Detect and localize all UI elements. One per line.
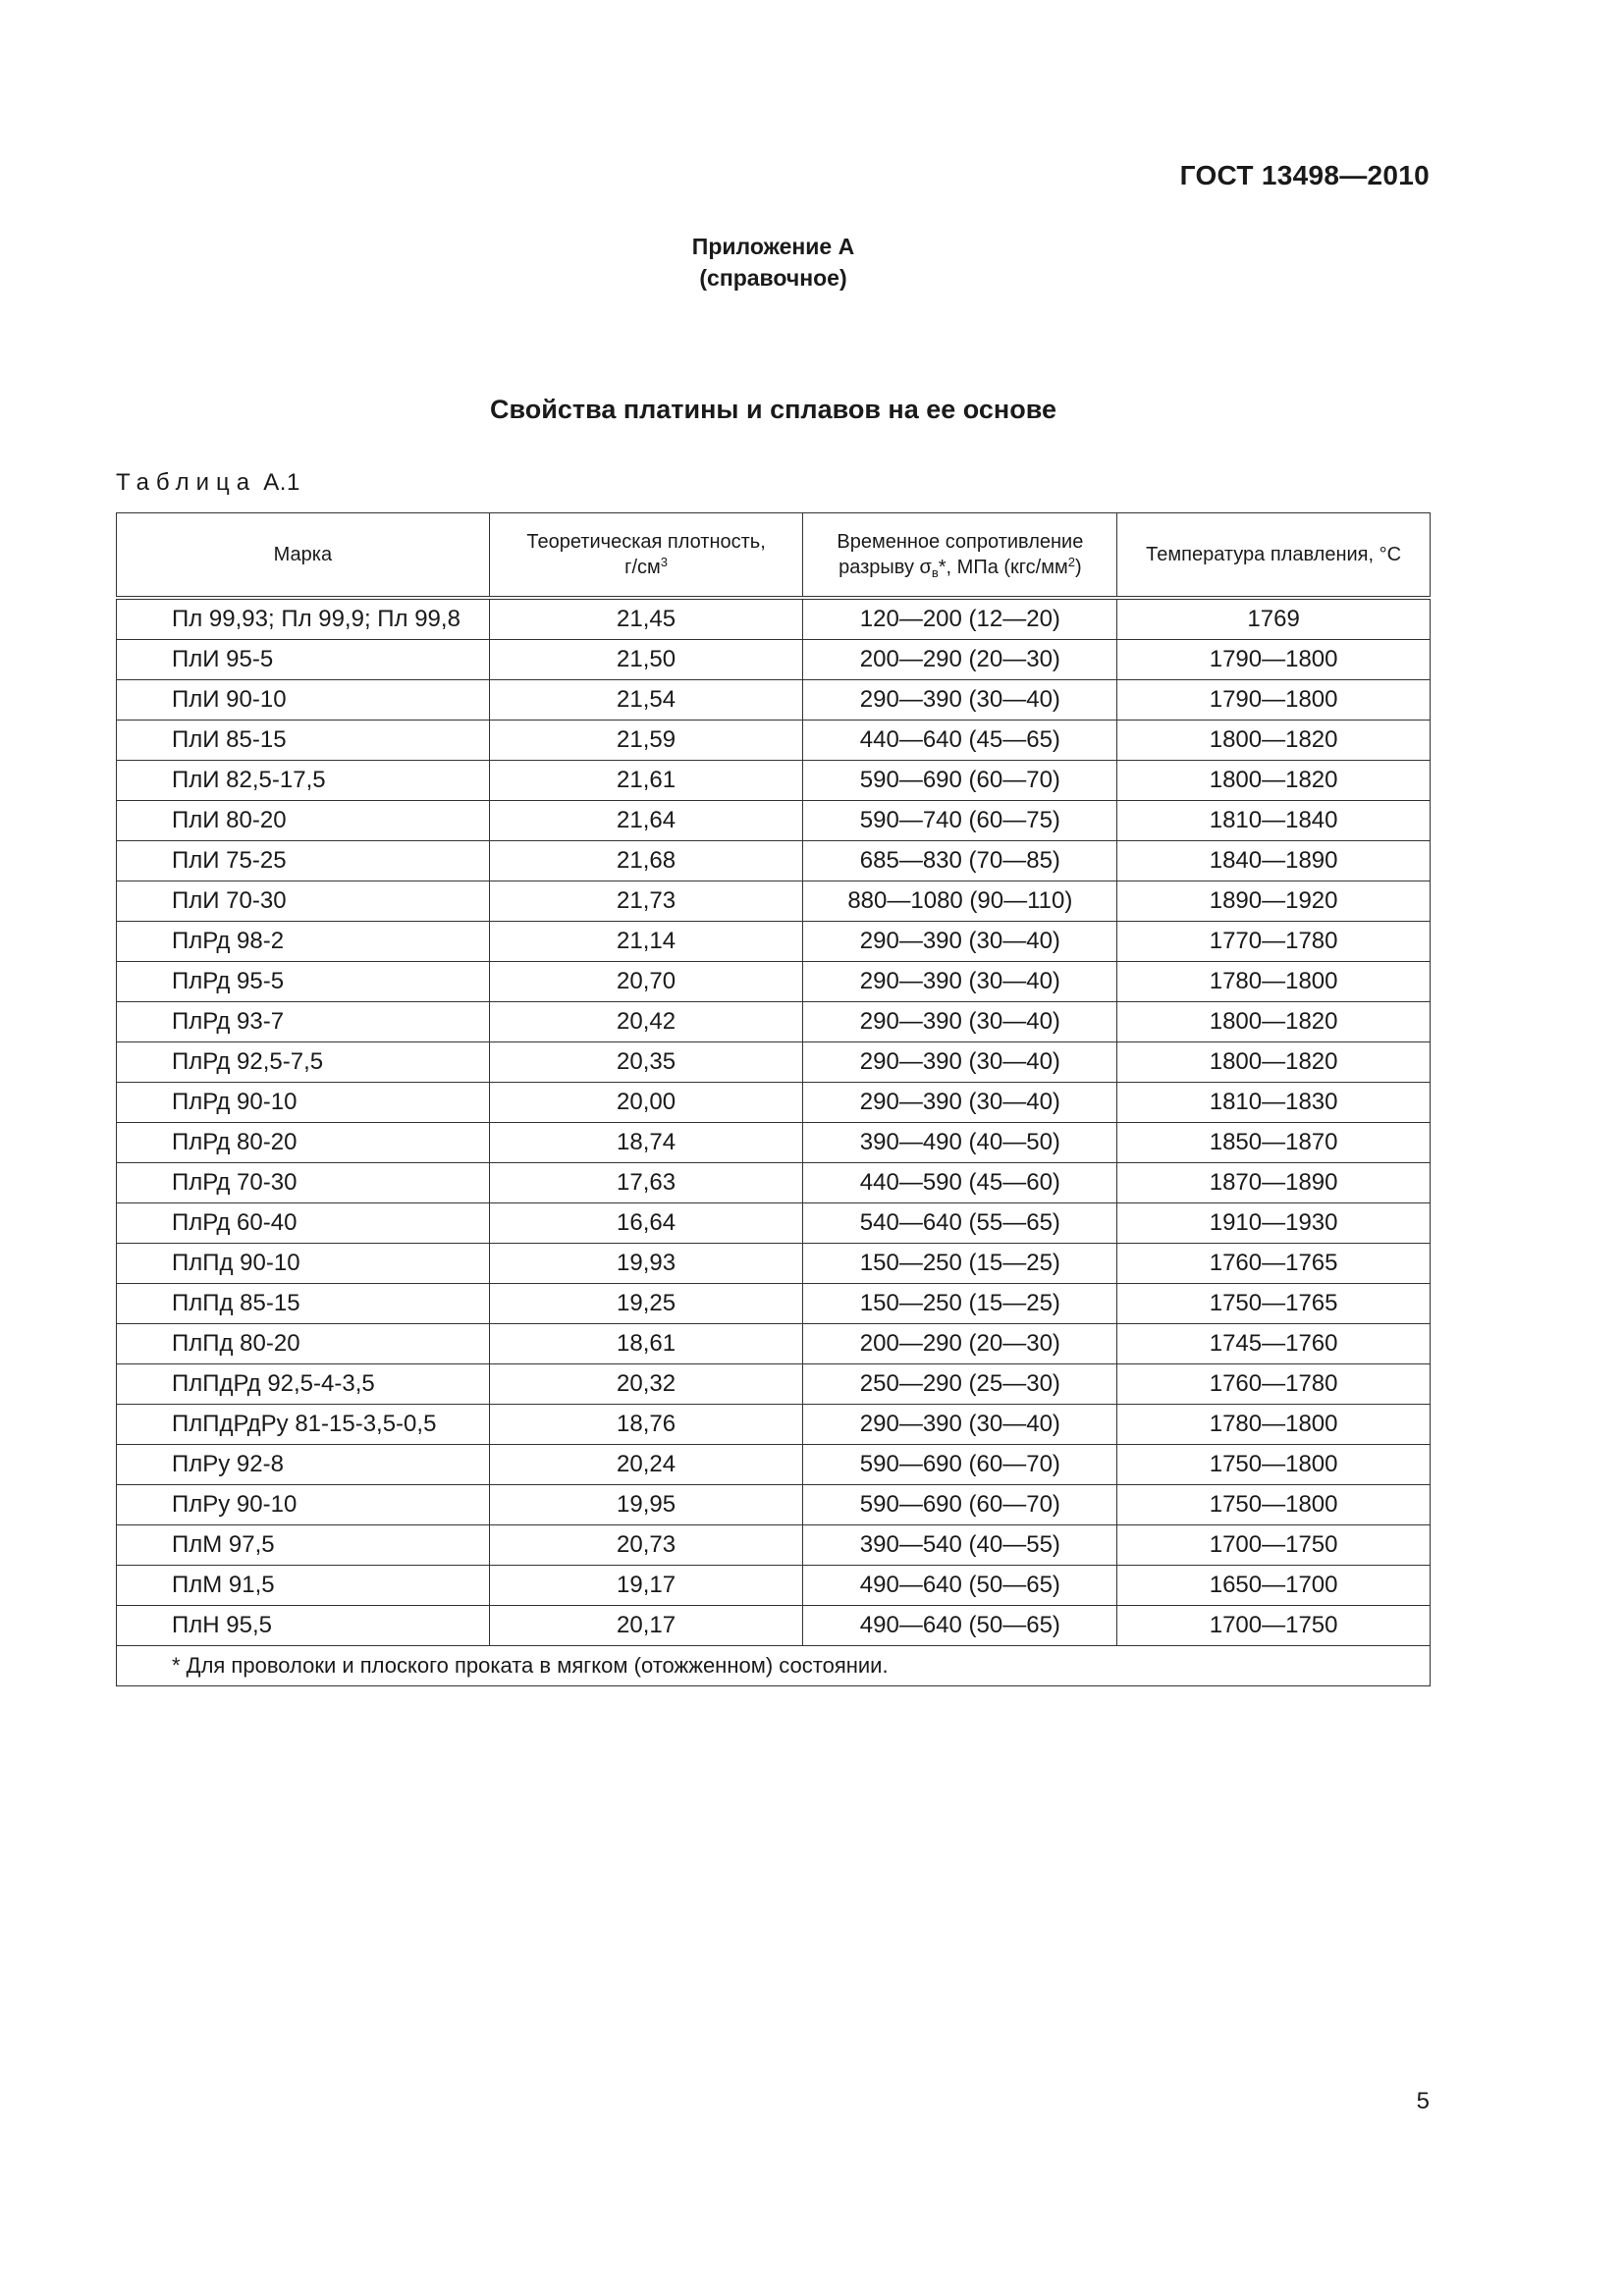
strength-cell: 290—390 (30—40) (803, 1405, 1117, 1445)
strength-cell: 590—690 (60—70) (803, 1485, 1117, 1525)
strength-cell: 390—540 (40—55) (803, 1525, 1117, 1566)
mark-cell: ПлРд 80-20 (117, 1123, 490, 1163)
strength-cell: 540—640 (55—65) (803, 1203, 1117, 1244)
strength-cell: 490—640 (50—65) (803, 1606, 1117, 1646)
mark-cell: ПлРд 95-5 (117, 962, 490, 1002)
table-row (117, 1445, 1431, 1485)
density-cell: 21,61 (489, 761, 803, 801)
melting-cell: 1770—1780 (1117, 922, 1431, 962)
mark-cell: ПлИ 80-20 (117, 801, 490, 841)
table-row (117, 881, 1431, 922)
table-row (117, 1002, 1431, 1042)
mark-cell: ПлРу 90-10 (117, 1485, 490, 1525)
table-row (117, 1324, 1431, 1364)
table-row (117, 922, 1431, 962)
header-strength-sub: в (931, 564, 939, 580)
table-row (117, 1364, 1431, 1405)
density-cell: 19,93 (489, 1244, 803, 1284)
melting-cell: 1800—1820 (1117, 721, 1431, 761)
melting-cell: 1780—1800 (1117, 1405, 1431, 1445)
header-strength-pre: разрыву σ (839, 557, 932, 578)
melting-cell: 1745—1760 (1117, 1324, 1431, 1364)
density-cell: 20,35 (489, 1042, 803, 1083)
density-cell: 20,24 (489, 1445, 803, 1485)
mark-cell: ПлИ 70-30 (117, 881, 490, 922)
table-caption-word: Таблица (116, 469, 257, 496)
melting-cell: 1760—1780 (1117, 1364, 1431, 1405)
strength-cell: 290—390 (30—40) (803, 1042, 1117, 1083)
table-row (117, 1244, 1431, 1284)
header-density-sup: 3 (660, 554, 668, 569)
melting-cell: 1769 (1117, 598, 1431, 640)
melting-cell: 1700—1750 (1117, 1525, 1431, 1566)
density-cell: 18,74 (489, 1123, 803, 1163)
strength-cell: 490—640 (50—65) (803, 1566, 1117, 1606)
density-cell: 21,45 (489, 598, 803, 640)
mark-cell: ПлН 95,5 (117, 1606, 490, 1646)
melting-cell: 1760—1765 (1117, 1244, 1431, 1284)
footnote-row (117, 1646, 1431, 1686)
table-row (117, 1284, 1431, 1324)
standard-number: ГОСТ 13498—2010 (1179, 160, 1430, 190)
appendix-label: Приложение А (691, 234, 855, 259)
melting-cell: 1870—1890 (1117, 1163, 1431, 1203)
header-density-line1: Теоретическая плотность, (526, 531, 766, 553)
density-cell: 21,59 (489, 721, 803, 761)
table-row (117, 680, 1431, 721)
strength-cell: 290—390 (30—40) (803, 1083, 1117, 1123)
strength-cell: 290—390 (30—40) (803, 1002, 1117, 1042)
mark-cell: ПлИ 90-10 (117, 680, 490, 721)
table-row (117, 761, 1431, 801)
melting-cell: 1800—1820 (1117, 1002, 1431, 1042)
melting-cell: 1910—1930 (1117, 1203, 1431, 1244)
table-row (117, 1123, 1431, 1163)
density-cell: 17,63 (489, 1163, 803, 1203)
mark-cell: ПлМ 91,5 (117, 1566, 490, 1606)
header-strength-sup: 2 (1067, 554, 1075, 569)
table-row (117, 1083, 1431, 1123)
table-row (117, 1405, 1431, 1445)
density-cell: 21,14 (489, 922, 803, 962)
strength-cell: 390—490 (40—50) (803, 1123, 1117, 1163)
mark-cell: ПлПдРдРу 81-15-3,5-0,5 (117, 1405, 490, 1445)
density-cell: 21,68 (489, 841, 803, 881)
strength-cell: 120—200 (12—20) (803, 598, 1117, 640)
table-row (117, 721, 1431, 761)
mark-cell: ПлРд 70-30 (117, 1163, 490, 1203)
table-row (117, 962, 1431, 1002)
density-cell: 20,42 (489, 1002, 803, 1042)
appendix-heading (0, 231, 1546, 294)
document-title: Свойства платины и сплавов на ее основе (490, 395, 1056, 424)
density-cell: 20,73 (489, 1525, 803, 1566)
strength-cell: 590—740 (60—75) (803, 801, 1117, 841)
strength-cell: 150—250 (15—25) (803, 1284, 1117, 1324)
table-row (117, 1042, 1431, 1083)
density-cell: 16,64 (489, 1203, 803, 1244)
appendix-type: (справочное) (699, 265, 847, 291)
strength-cell: 590—690 (60—70) (803, 1445, 1117, 1485)
melting-cell: 1810—1840 (1117, 801, 1431, 841)
table-row (117, 801, 1431, 841)
melting-cell: 1750—1800 (1117, 1445, 1431, 1485)
density-cell: 21,50 (489, 640, 803, 680)
density-cell: 21,73 (489, 881, 803, 922)
melting-cell: 1700—1750 (1117, 1606, 1431, 1646)
table-row (117, 640, 1431, 680)
header-strength-post: ) (1074, 557, 1082, 578)
density-cell: 21,54 (489, 680, 803, 721)
mark-cell: ПлРд 90-10 (117, 1083, 490, 1123)
density-cell: 19,25 (489, 1284, 803, 1324)
mark-cell: ПлРд 60-40 (117, 1203, 490, 1244)
density-cell: 18,61 (489, 1324, 803, 1364)
strength-cell: 290—390 (30—40) (803, 922, 1117, 962)
density-cell: 20,00 (489, 1083, 803, 1123)
melting-cell: 1890—1920 (1117, 881, 1431, 922)
melting-cell: 1650—1700 (1117, 1566, 1431, 1606)
melting-cell: 1840—1890 (1117, 841, 1431, 881)
strength-cell: 200—290 (20—30) (803, 640, 1117, 680)
melting-cell: 1750—1765 (1117, 1284, 1431, 1324)
melting-cell: 1790—1800 (1117, 640, 1431, 680)
strength-cell: 685—830 (70—85) (803, 841, 1117, 881)
mark-cell: ПлПд 80-20 (117, 1324, 490, 1364)
table-footnote: * Для проволоки и плоского проката в мягком (отожженном) состоянии. (117, 1646, 1431, 1686)
table-row (117, 841, 1431, 881)
table-row (117, 598, 1431, 640)
table-row (117, 1525, 1431, 1566)
table-body (117, 598, 1431, 1646)
mark-cell: ПлИ 75-25 (117, 841, 490, 881)
strength-cell: 200—290 (20—30) (803, 1324, 1117, 1364)
properties-table (116, 512, 1431, 1686)
table-row (117, 1606, 1431, 1646)
mark-cell: ПлРу 92-8 (117, 1445, 490, 1485)
table-row (117, 1163, 1431, 1203)
mark-cell: ПлМ 97,5 (117, 1525, 490, 1566)
table-caption (116, 469, 300, 497)
mark-cell: ПлПдРд 92,5-4-3,5 (117, 1364, 490, 1405)
mark-cell: ПлРд 98-2 (117, 922, 490, 962)
density-cell: 18,76 (489, 1405, 803, 1445)
density-cell: 20,17 (489, 1606, 803, 1646)
melting-cell: 1750—1800 (1117, 1485, 1431, 1525)
melting-cell: 1810—1830 (1117, 1083, 1431, 1123)
strength-cell: 290—390 (30—40) (803, 680, 1117, 721)
density-cell: 20,70 (489, 962, 803, 1002)
melting-cell: 1850—1870 (1117, 1123, 1431, 1163)
melting-cell: 1800—1820 (1117, 1042, 1431, 1083)
mark-cell: ПлИ 95-5 (117, 640, 490, 680)
density-cell: 19,95 (489, 1485, 803, 1525)
strength-cell: 150—250 (15—25) (803, 1244, 1117, 1284)
mark-cell: ПлПд 85-15 (117, 1284, 490, 1324)
table-row (117, 1485, 1431, 1525)
mark-cell: ПлРд 93-7 (117, 1002, 490, 1042)
page-number: 5 (1416, 2088, 1430, 2114)
strength-cell: 590—690 (60—70) (803, 761, 1117, 801)
mark-cell: ПлИ 82,5-17,5 (117, 761, 490, 801)
melting-cell: 1780—1800 (1117, 962, 1431, 1002)
strength-cell: 440—640 (45—65) (803, 721, 1117, 761)
melting-cell: 1790—1800 (1117, 680, 1431, 721)
strength-cell: 880—1080 (90—110) (803, 881, 1117, 922)
table-row (117, 1566, 1431, 1606)
header-density-unit: г/см (624, 557, 661, 578)
mark-cell: Пл 99,93; Пл 99,9; Пл 99,8 (117, 598, 490, 640)
strength-cell: 250—290 (25—30) (803, 1364, 1117, 1405)
header-strength-mid: *, МПа (кгс/мм (938, 557, 1068, 578)
header-strength (803, 513, 1117, 599)
header-mark: Марка (117, 513, 490, 599)
table-caption-id: А.1 (263, 469, 300, 496)
density-cell: 20,32 (489, 1364, 803, 1405)
mark-cell: ПлРд 92,5-7,5 (117, 1042, 490, 1083)
header-melting: Температура плавления, °С (1117, 513, 1431, 599)
header-strength-line1: Временное сопротивление (837, 531, 1084, 553)
mark-cell: ПлИ 85-15 (117, 721, 490, 761)
mark-cell: ПлПд 90-10 (117, 1244, 490, 1284)
strength-cell: 290—390 (30—40) (803, 962, 1117, 1002)
table-header-row (117, 513, 1431, 599)
header-density (489, 513, 803, 599)
density-cell: 19,17 (489, 1566, 803, 1606)
density-cell: 21,64 (489, 801, 803, 841)
table-row (117, 1203, 1431, 1244)
strength-cell: 440—590 (45—60) (803, 1163, 1117, 1203)
melting-cell: 1800—1820 (1117, 761, 1431, 801)
